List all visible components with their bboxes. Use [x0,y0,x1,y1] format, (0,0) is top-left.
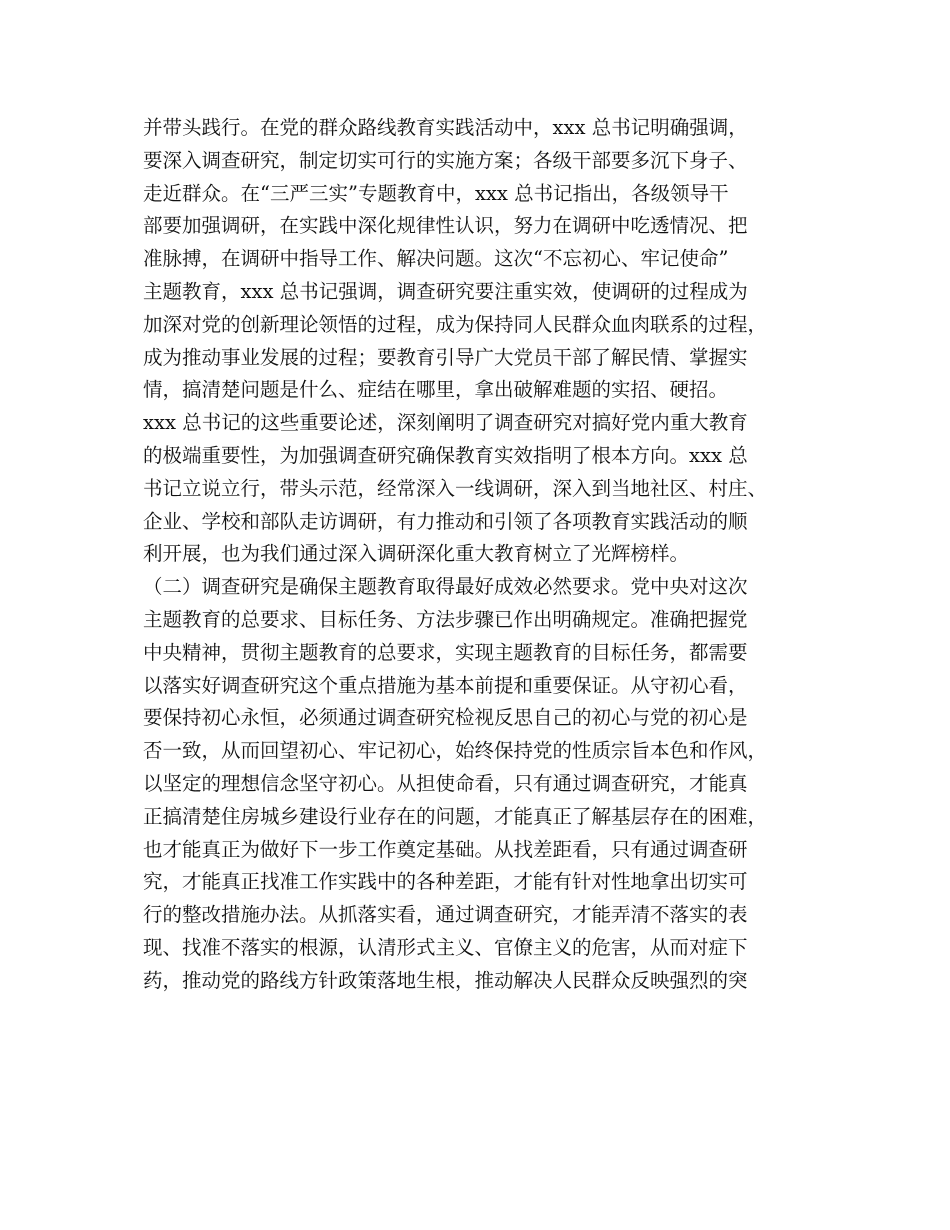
text-line: 主题教育，xxx 总书记强调，调查研究要注重实效，使调研的过程成为 [143,279,748,303]
body-text [143,112,833,998]
text-line: 部要加强调研，在实践中深化规律性认识，努力在调研中吃透情况、把 [143,214,748,238]
text-line: 行的整改措施办法。从抓落实看，通过调查研究，才能弄清不落实的表 [143,903,748,927]
text-line: 正搞清楚住房城乡建设行业存在的问题，才能真正了解基层存在的困难， [143,804,768,828]
text-line: 中央精神，贯彻主题教育的总要求，实现主题教育的目标任务，都需要 [143,640,748,664]
text-line: 以坚定的理想信念坚守初心。从担使命看，只有通过调查研究，才能真 [143,771,748,795]
text-line: xxx 总书记的这些重要论述，深刻阐明了调查研究对搞好党内重大教育 [143,411,748,435]
text-line: 准脉搏，在调研中指导工作、解决问题。这次“不忘初心、牢记使命” [143,247,729,271]
text-line: （二）调查研究是确保主题教育取得最好成效必然要求。党中央对这次 [143,575,748,599]
text-line: 企业、学校和部队走访调研，有力推动和引领了各项教育实践活动的顺 [143,509,748,533]
text-line: 并带头践行。在党的群众路线教育实践活动中，xxx 总书记明确强调， [143,116,748,139]
text-line: 走近群众。在“三严三实”专题教育中，xxx 总书记指出，各级领导干 [143,181,729,205]
text-line: 书记立说立行，带头示范，经常深入一线调研，深入到当地社区、村庄、 [143,476,768,500]
text-line: 成为推动事业发展的过程；要教育引导广大党员干部了解民情、掌握实 [143,345,748,369]
text-line: 否一致，从而回望初心、牢记初心，始终保持党的性质宗旨本色和作风， [143,739,768,763]
text-line: 利开展，也为我们通过深入调研深化重大教育树立了光辉榜样。 [143,542,690,566]
text-line: 加深对党的创新理论领悟的过程，成为保持同人民群众血肉联系的过程， [143,312,768,336]
text-line: 究，才能真正找准工作实践中的各种差距，才能有针对性地拿出切实可 [143,870,748,894]
text-line: 药，推动党的路线方针政策落地生根，推动解决人民群众反映强烈的突 [143,968,748,992]
text-line: 要保持初心永恒，必须通过调查研究检视反思自己的初心与党的初心是 [143,706,748,730]
text-line: 也才能真正为做好下一步工作奠定基础。从找差距看，只有通过调查研 [143,837,748,861]
text-line: 情，搞清楚问题是什么、症结在哪里，拿出破解难题的实招、硬招。 [143,378,729,402]
text-line: 现、找准不落实的根源，认清形式主义、官僚主义的危害，从而对症下 [143,935,748,959]
text-line: 主题教育的总要求、目标任务、方法步骤已作出明确规定。准确把握党 [143,607,748,631]
text-line: 以落实好调查研究这个重点措施为基本前提和重要保证。从守初心看， [143,673,748,697]
text-line: 的极端重要性，为加强调查研究确保教育实效指明了根本方向。xxx 总 [143,443,748,467]
text-line: 要深入调查研究，制定切实可行的实施方案；各级干部要多沉下身子、 [143,148,748,172]
